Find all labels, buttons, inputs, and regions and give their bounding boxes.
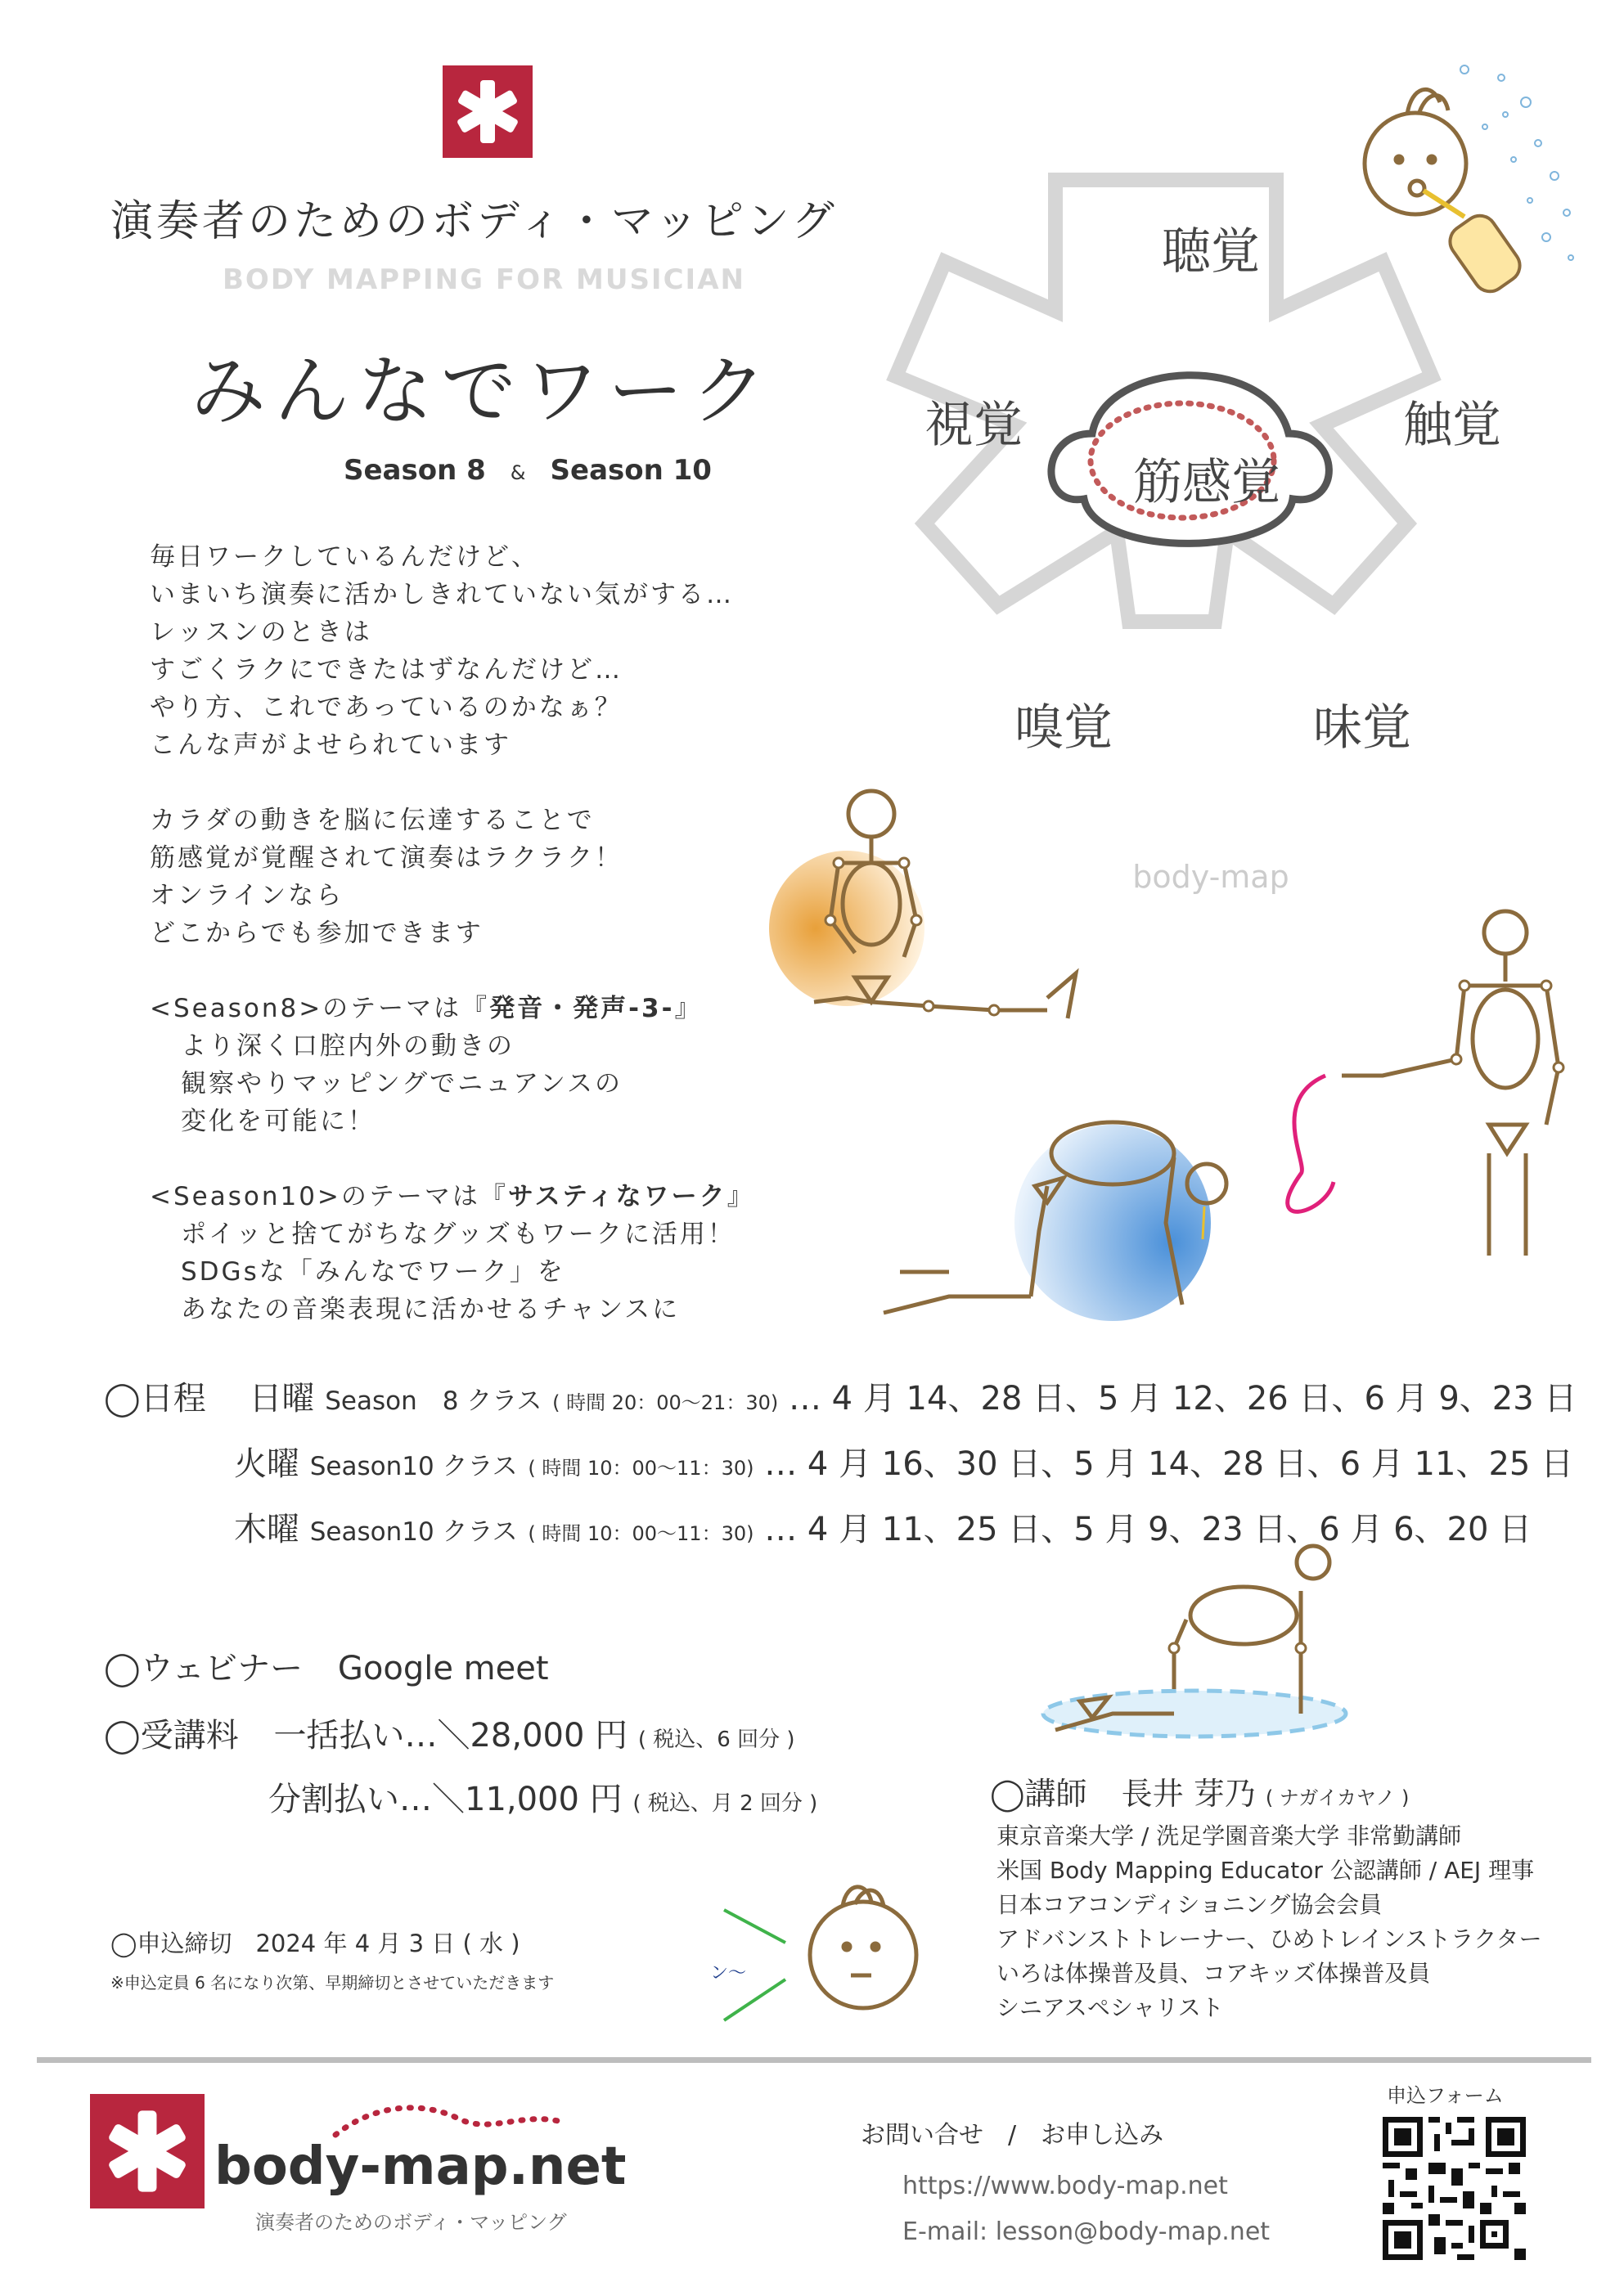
ribbon-figure-illustration (1276, 904, 1571, 1264)
fee-split-note: ( 税込、月 2 回分 ) (632, 1791, 818, 1816)
schedule-row-1 (104, 1373, 1577, 1419)
instructor-credentials (996, 1819, 1542, 2025)
schedule-time: ( 時間 20：00〜21：30) (552, 1391, 779, 1414)
deadline-note: ※申込定員 6 名になり次第、早期締切とさせていただきます (110, 1973, 555, 1993)
credential-item: いろは体操普及員、コアキッズ体操普及員 (996, 1960, 1431, 1987)
diagram-caption: body-map (1132, 859, 1289, 895)
intro-paragraph-2 (150, 802, 755, 952)
season10-line: あなたの音楽表現に活かせるチャンスに (181, 1295, 681, 1324)
season10-line: SDGsな「みんなでワーク」を (181, 1257, 565, 1287)
webinar-value: Google meet (337, 1650, 549, 1687)
fee-split (268, 1773, 817, 1820)
season8-theme-lead: <Season8>のテーマは『 (150, 994, 490, 1023)
footer-url-link[interactable]: https://www.body-map.net (902, 2172, 1228, 2200)
season-b: Season 10 (550, 454, 712, 487)
intro-line: やり方、これであっているのかなぁ？ (150, 693, 623, 722)
footer-brand-subtitle: 演奏者のためのボディ・マッピング (255, 2211, 567, 2234)
season8-theme-close: 』 (674, 994, 703, 1023)
sense-bottom-left: 嗅覚 (1014, 699, 1113, 757)
schedule-dates: … 4 月 11、25 日、5 月 9、23 日、6 月 6、20 日 (764, 1511, 1532, 1548)
kneeling-figure-illustration (1031, 1542, 1383, 1746)
credential-item: 東京音楽大学 / 洗足学園音楽大学 非常勤講師 (996, 1822, 1462, 1849)
fee-label: ◯受講料 (104, 1717, 239, 1755)
fee-lump-value: 一括払い…＼28,000 円 (273, 1717, 628, 1755)
schedule-day: 日曜 (249, 1380, 315, 1418)
intro-line: すごくラクにできたはずなんだけど… (150, 655, 623, 685)
footer-divider (37, 2057, 1591, 2063)
season10-theme-name: サスティなワーク (507, 1182, 727, 1211)
bubble-blowing-face-illustration (1342, 53, 1587, 323)
schedule-row-2 (234, 1438, 1573, 1485)
schedule-time: ( 時間 10：00〜11：30) (528, 1522, 754, 1545)
fee-lump-note: ( 税込、6 回分 ) (637, 1728, 795, 1752)
season10-line: ポイッと捨てがちなグッズもワークに活用！ (181, 1220, 736, 1249)
sense-right: 触覚 (1403, 397, 1501, 454)
season8-theme-name: 発音・発声-3- (489, 994, 675, 1023)
season8-line: より深く口腔内外の動きの (181, 1031, 515, 1061)
intro-line: いまいち演奏に活かしきれていない気がする… (150, 580, 734, 609)
humming-sound-text: ン〜 (710, 1963, 747, 1984)
schedule-class: Season10 クラス (309, 1517, 518, 1547)
footer-brand: body-map.net (214, 2136, 627, 2197)
season8-line: 変化を可能に！ (181, 1107, 376, 1136)
credential-item: 日本コアコンディショニング協会会員 (996, 1891, 1383, 1918)
schedule-time: ( 時間 10：00〜11：30) (528, 1457, 754, 1480)
sense-left: 視覚 (924, 397, 1023, 454)
season10-theme-close: 』 (727, 1182, 755, 1211)
schedule-class: Season10 クラス (309, 1452, 518, 1481)
intro-line: オンラインなら (150, 881, 344, 910)
blue-ball-figure-illustration (867, 1108, 1244, 1329)
fee-split-value: 分割払い…＼11,000 円 (268, 1781, 623, 1818)
instructor-heading (990, 1768, 1409, 1813)
orange-ball-figure-illustration (765, 781, 1109, 1051)
instructor-kana: ( ナガイカヤノ ) (1265, 1786, 1410, 1809)
fee-lump (104, 1710, 795, 1756)
intro-text-block (150, 538, 755, 1366)
intro-line: カラダの動きを脳に伝達することで (150, 806, 595, 835)
season8-line: 観察やりマッピングでニュアンスの (181, 1069, 623, 1099)
season8-theme-heading (150, 990, 755, 1027)
season8-theme-paragraph (150, 990, 755, 1140)
credential-item: シニアスペシャリスト (996, 1994, 1224, 2021)
instructor-name: 長井 芽乃 (1121, 1776, 1256, 1812)
footer-logo-asterisk-icon (90, 2094, 205, 2208)
instructor-label: ◯講師 (990, 1776, 1087, 1812)
top-logo-asterisk-icon (443, 65, 533, 158)
schedule-day: 木曜 (234, 1511, 299, 1548)
season10-theme-lead: <Season10>のテーマは『 (150, 1182, 508, 1211)
season10-theme-heading (150, 1178, 755, 1215)
intro-line: どこからでも参加できます (150, 919, 484, 948)
intro-paragraph-1 (150, 538, 755, 764)
season-a: Season 8 (344, 454, 486, 487)
season-label (344, 454, 712, 487)
season-amp: & (510, 461, 526, 484)
sense-center: 筋感覚 (1133, 454, 1280, 511)
credential-item: 米国 Body Mapping Educator 公認講師 / AEJ 理事 (996, 1857, 1535, 1884)
webinar-label: ◯ウェビナー (104, 1650, 304, 1687)
intro-line: こんな声がよせられています (150, 730, 511, 760)
humming-face-illustration (708, 1873, 929, 2037)
credential-item: アドバンストトレーナー、ひめトレインストラクター (996, 1925, 1542, 1952)
application-form-qr-code-icon[interactable] (1383, 2117, 1526, 2260)
season10-theme-paragraph (150, 1178, 755, 1328)
intro-line: 毎日ワークしているんだけど、 (150, 542, 539, 572)
intro-line: 筋感覚が覚醒されて演奏はラクラク！ (150, 843, 623, 873)
schedule-day: 火曜 (234, 1445, 299, 1483)
sense-bottom-right: 味覚 (1313, 699, 1411, 757)
deadline-text: ◯申込締切 2024 年 4 月 3 日 ( 水 ) (110, 1930, 520, 1957)
page-title-jp: 演奏者のためのボディ・マッピング (110, 197, 838, 246)
footer-contact-heading: お問い合せ / お申し込み (861, 2121, 1164, 2150)
schedule-dates: … 4 月 16、30 日、5 月 14、28 日、6 月 11、25 日 (764, 1445, 1574, 1483)
webinar-info (104, 1642, 549, 1689)
intro-line: レッスンのときは (150, 618, 372, 647)
page-title-en: BODY MAPPING FOR MUSICIAN (223, 263, 745, 296)
schedule-dates: … 4 月 14、28 日、5 月 12、26 日、6 月 9、23 日 (788, 1380, 1577, 1418)
schedule-class: Season 8 クラス (325, 1386, 542, 1416)
schedule-label: ◯日程 (104, 1380, 206, 1418)
main-title: みんなでワーク (191, 348, 776, 435)
footer-email-link[interactable]: E-mail: lesson@body-map.net (902, 2217, 1271, 2246)
sense-top: 聴覚 (1162, 223, 1260, 281)
qr-label: 申込フォーム (1387, 2084, 1504, 2107)
